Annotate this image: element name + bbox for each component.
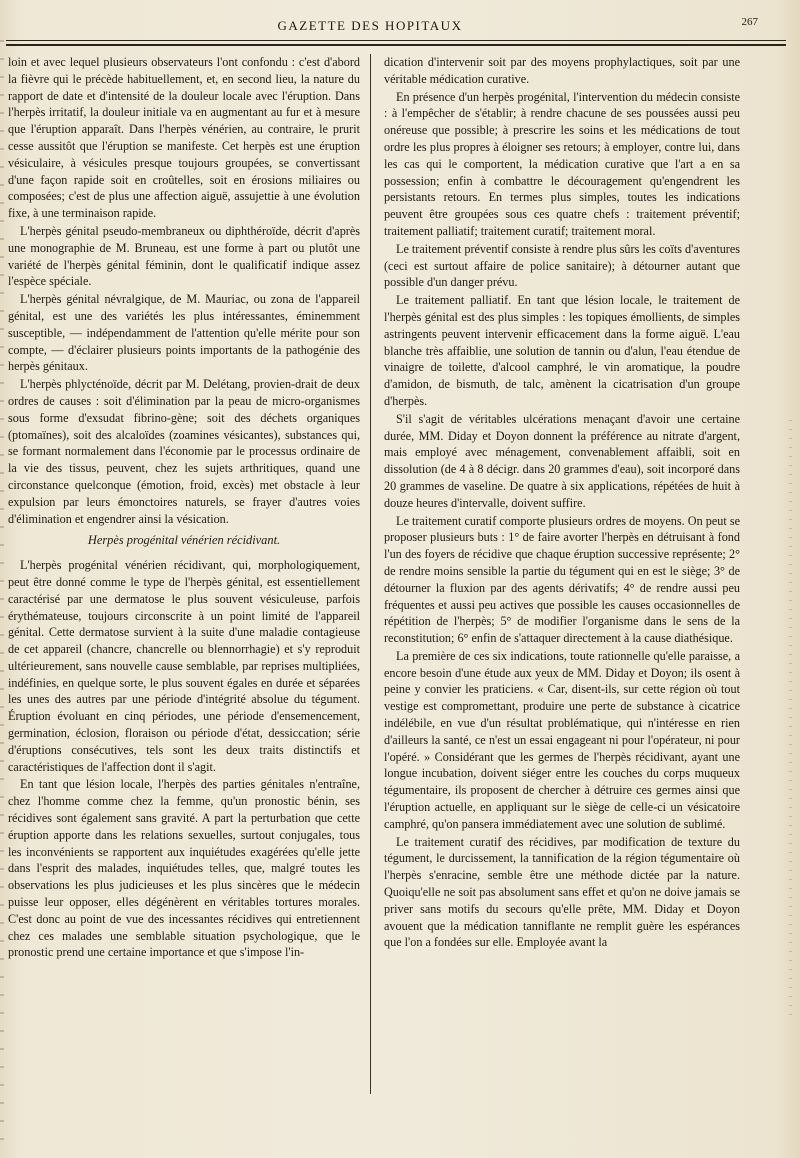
right-paragraph-2: En présence d'un herpès progénital, l'intervention du médecin consiste : à l'empêcher de s'établir; à rendre chacune de ses poussées aussi peu onéreuse que possible; à prescrire les soins et les médications de tout ordre les plus propres à éloigner ses retours; à employer, contre lui, dans les cas qui le comportent, la médication curative que l'art a en sa possession; enfin à combattre le découragement qu'engendrent les persistants retours. En termes plus simples, toutes les indications peuvent être groupées sous ces quatre chefs : traitement préventif; traitement palliatif; traitement curatif; traitement moral. bbox=[384, 89, 740, 238]
left-paragraph-2: L'herpès génital pseudo-membraneux ou diphthéroïde, décrit d'après une monographie de M. Bruneau, est une forme à part ou plutôt une variété de l'herpès génital féminin, dont le qualificatif indique assez l'espèce spéciale. bbox=[8, 223, 360, 289]
page-header bbox=[0, 14, 800, 38]
section-heading: Herpès progénital vénérien récidivant. bbox=[87, 533, 281, 548]
left-column bbox=[8, 54, 360, 962]
right-paragraph-6: Le traitement curatif comporte plusieurs ordres de moyens. On peut se proposer plusieurs buts : 1° de faire avorter l'herpès en détruisant à fond l'un des foyers de récidive que chaque éruption successive représente; 2° de rendre moins sensible la partie du tégument qui en est le siège; 3° de détourner la fluxion par des agents dérivatifs; 4° de rendre aussi peu fréquentes et aussi peu actives que possible les causes occasionnelles de répétition de l'herpès; 5° de modifier l'organisme dans le sens de la reconstitution; 6° enfin de s'attaquer directement à la cause diathésique. bbox=[384, 513, 740, 646]
page-edge-marks bbox=[789, 420, 792, 1020]
left-paragraph-5: L'herpès progénital vénérien récidivant, qui, morphologiquement, peut être donné comme le type de l'herpès génital, est essentiellement caractérisé par une dermatose le plus souvent vésiculeuse, parfois érythémateuse, toujours circonscrite à un point limité de l'appareil génital. Cette dermatose survient à la suite d'une maladie contagieuse de cet appareil (chancre, chancrelle ou blennorrhagie) et s'y reproduit ultérieurement, sans nouvelle cause semblable, par reprises multipliées, indéfinies, en quelque sorte, le plus souvent égales en durée et séparées les unes des autres par une période d'intégrité absolue du tégument. Éruption évoluant en cinq périodes, une période d'ensemencement, germination, éclosion, floraison ou période d'état, dessiccation; série d'éruptions consécutives, tels sont les deux traits distinctifs et caractéristiques de l'affection dont il s'agit. bbox=[8, 558, 360, 774]
journal-title: GAZETTE DES HOPITAUX bbox=[277, 18, 463, 33]
page-edge-shading bbox=[0, 40, 4, 1140]
left-paragraph-4: L'herpès phlycténoïde, décrit par M. Delétang, provien-drait de deux ordres de causes : soit d'élimination par la peau de micro-organismes sous forme d'exsudat fibrino-gène; soit des déchets organiques (ptomaïnes), soit des alcaloïdes (zoamines vésicantes), substances qui, se formant normalement dans l'économie par le processus ordinaire de la vie des tissus, peuvent, chez les sujets arthritiques, quand une circonstance quelconque (émotion, froid, excès) met obstacle à leur expulsion par leurs émonctoires naturels, se frayer d'autres voies d'élimination et engendrer ainsi la vésication. bbox=[8, 377, 360, 526]
header-rule-thin bbox=[6, 40, 786, 41]
left-paragraph-1: loin et avec lequel plusieurs observateurs l'ont confondu : c'est d'abord la fièvre qui le précède habituellement, et, en second lieu, la nature du rapport de date et d'intensité de la douleur locale avec l'éruption. Dans l'herpès irritatif, la douleur initiale va en augmentant au fur et à mesure que l'éruption apparaît. Dans l'herpès vénérien, au contraire, le prurit cesse aussitôt que l'éruption se manifeste. Cet herpès est une éruption vésiculaire, à vésicules presque toujours groupées, se convertissant d'une façon rapide soit en croûtelles, soit en érosions miliaires ou composées; c'est de plus une affection aiguë, assujettie à une évolution fixe, à une terminaison rapide. bbox=[8, 55, 360, 221]
page-number: 267 bbox=[741, 16, 758, 28]
left-paragraph-3: L'herpès génital névralgique, de M. Mauriac, ou zona de l'appareil génital, est une des variétés les plus intéressantes, éminemment susceptible, — indépendamment de l'attention qu'elle mérite pour son compte, — d'éclairer plusieurs points importants de la pathogénie des herpès génitaux. bbox=[8, 292, 360, 374]
left-paragraph-6: En tant que lésion locale, l'herpès des parties génitales n'entraîne, chez l'homme comme chez la femme, qu'un pronostic bénin, ses récidives sont également sans gravité. A part la perturbation que cette éruption apporte dans les relations sexuelles, surtout conjugales, tous les inconvénients se rapportent aux inquiétudes exagérées qu'elle jette dans l'esprit des malades, inquiétudes telles, que, malgré toutes les observations les plus judicieuses et les plus sincères que le médecin puisse leur opposer, elles dégénèrent en véritables tortures morales. C'est donc au point de vue des incessantes récidives qui entretiennent chez ces malades une semblable situation psychologique, que le pronostic prend une certaine importance et que s'impose l'in- bbox=[8, 777, 360, 960]
right-paragraph-4: Le traitement palliatif. En tant que lésion locale, le traitement de l'herpès génital est des plus simples : les topiques émollients, de simples astringents peuvent intervenir efficacement dans la forme aiguë. L'eau blanche très affaiblie, une solution de tannin ou d'alun, l'eau étendue de vinaigre de toilette, d'alcool camphré, le vin aromatique, la poudre d'amidon, de bismuth, de talc, amènent la cicatrisation d'un groupe d'herpès. bbox=[384, 293, 740, 408]
right-paragraph-5: S'il s'agit de véritables ulcérations menaçant d'avoir une certaine durée, MM. Diday et Doyon donnent la préférence au nitrate d'argent, mais employé avec ménagement, convenablement affaibli, soit en dissolution (de 4 à 8 décigr. dans 20 grammes d'eau), soit incorporé dans 20 grammes de vaseline. De quatre à six applications, répétées de huit à douze heures d'intervalle, doivent suffire. bbox=[384, 411, 740, 510]
right-paragraph-7: La première de ces six indications, toute rationnelle qu'elle paraisse, a encore besoin d'une étude aux yeux de MM. Diday et Doyon; ils osent à peine y convier les praticiens. « Car, disent-ils, sur cette région où tout vestige est compromettant, produire une perte de substance à cicatrice indélébile, en vue d'un résultat problématique, qui n'intéresse en rien d'ailleurs la santé, ce n'est un essai engageant ni pour l'opérateur, ni pour l'opéré. » Considérant que les germes de l'herpès récidivant, ayant une longue incubation, doivent siéger entre les couches du corps muqueux tégumentaire, ils proposent de chercher à détruire ces germes ainsi que l'éruption actuelle, en appliquant sur le siège de celle-ci un vésicatoire camphré, qu'on pansera immédiatement avec une solution de sublimé. bbox=[384, 648, 740, 831]
right-column bbox=[384, 54, 740, 952]
right-paragraph-3: Le traitement préventif consiste à rendre plus sûrs les coïts d'aventures (ceci est surtout affaire de police sanitaire); à détourner autant que possible d'un danger prévu. bbox=[384, 241, 741, 290]
right-paragraph-1: dication d'intervenir soit par des moyens prophylactiques, soit par une véritable médication curative. bbox=[384, 55, 740, 86]
column-divider bbox=[370, 54, 371, 1094]
header-rule-thick bbox=[6, 44, 786, 46]
right-paragraph-8: Le traitement curatif des récidives, par modification de texture du tégument, le durcissement, la tannification de la région tégumentaire où l'herpès s'enracine, semble être une méthode dictée par la nature. Quoiqu'elle ne soit pas absolument sans effet et qu'on ne doive jamais se priver sans motifs du secours qu'elle prête, MM. Diday et Doyon avouent que la médication tanniflante ne remplit guère les espérances que l'on a fondées sur elle. Employée avant la bbox=[384, 834, 740, 950]
